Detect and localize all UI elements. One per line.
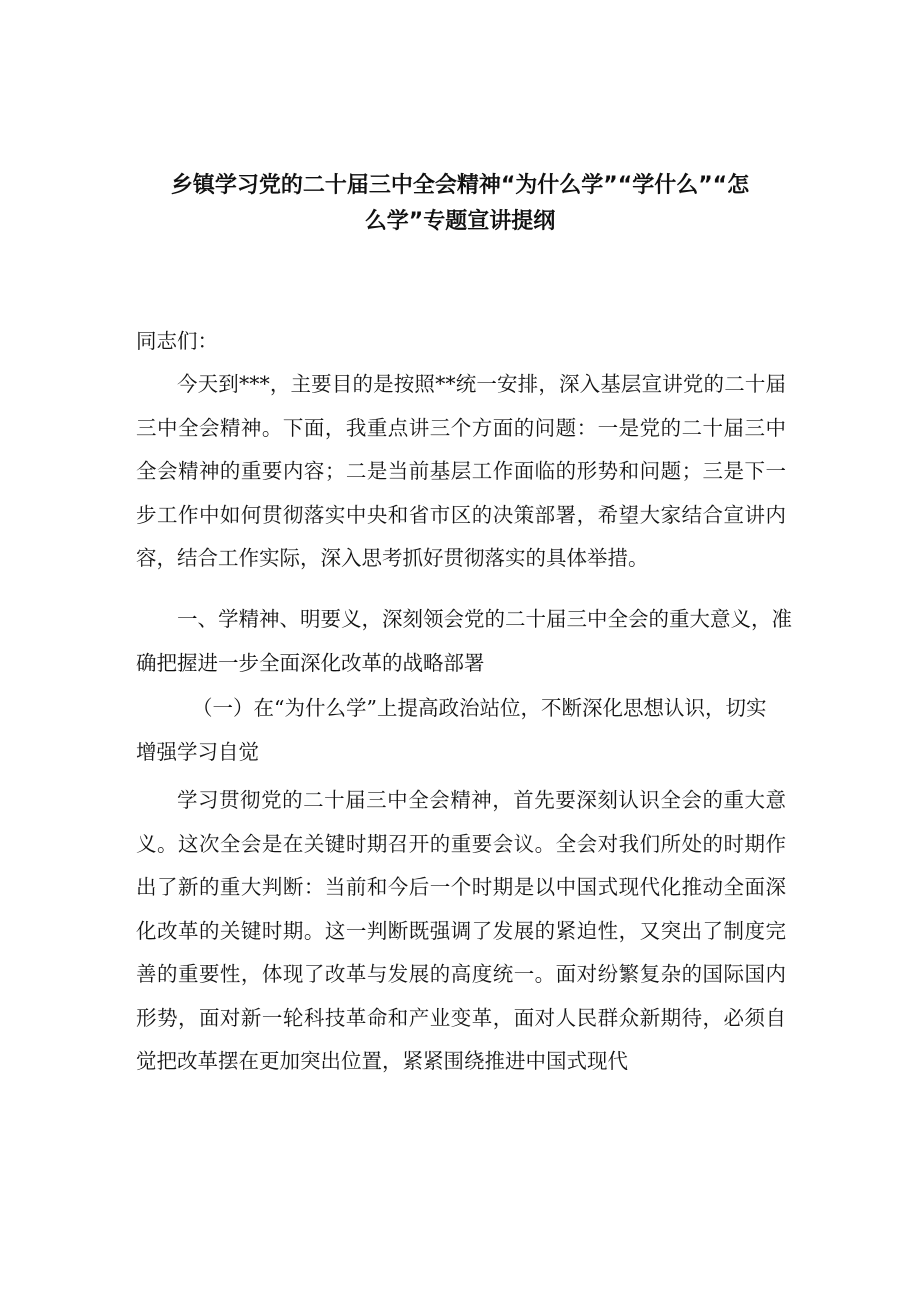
body-paragraph: 学习贯彻党的二十届三中全会精神，首先要深刻认识全会的重大意义。这次全会是在关键时期召开的重要会议。全会对我们所处的时期作出了新的重大判断：当前和今后一个时期是以中国式现代化推动全面深化改革的关键时期。这一判断既强调了发展的紧迫性，又突出了制度完善的重要性，体现了改革与发展的高度统一。面对纷繁复杂的国际国内形势，面对新一轮科技革命和产业变革，面对人民群众新期待，必须自觉把改革摆在更加突出位置，紧紧围绕推进中国式现代: [136, 788, 786, 1073]
document-title-line-1: 乡镇学习党的二十届三中全会精神“为什么学”“学什么”“怎: [170, 173, 750, 198]
document-title-line-2: 么学”专题宣讲提纲: [364, 209, 556, 234]
document-title: [130, 168, 790, 240]
subsection-1-heading: （一）在“为什么学”上提高政治站位，不断深化思想认识，切实增强学习自觉: [136, 696, 767, 764]
intro-paragraph: 今天到***，主要目的是按照**统一安排，深入基层宣讲党的二十届三中全会精神。下面，我重点讲三个方面的问题：一是党的二十届三中全会精神的重要内容；二是当前基层工作面临的形势和问题；三是下一步工作中如何贯彻落实中央和省市区的决策部署，希望大家结合宣讲内容，结合工作实际，深入思考抓好贯彻落实的具体举措。: [136, 372, 786, 570]
section-1-heading: 一、学精神、明要义，深刻领会党的二十届三中全会的重大意义，准确把握进一步全面深化改革的战略部署: [136, 607, 792, 675]
salutation: 同志们：: [136, 329, 218, 353]
